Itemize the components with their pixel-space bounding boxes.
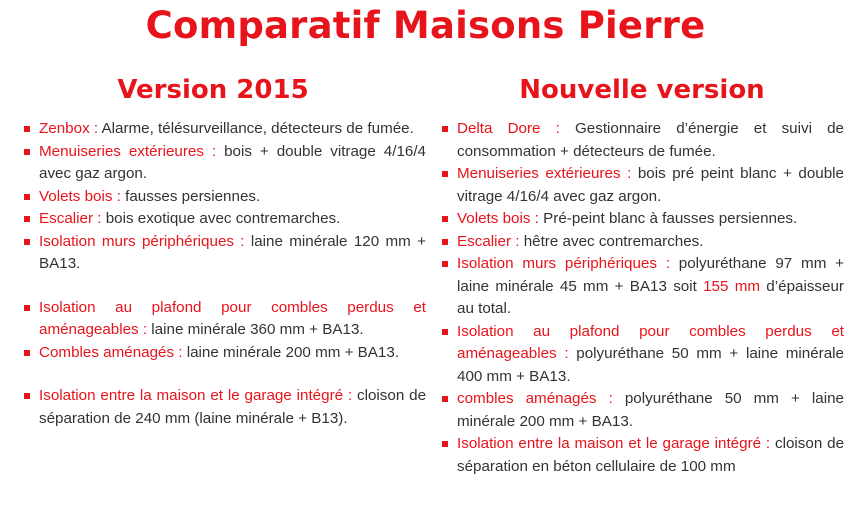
list-item — [22, 141, 426, 186]
item-text: Gestionnaire d’énergie et suivi de consommation + détecteurs de fumée. — [457, 120, 844, 160]
item-label: Menuiseries extérieures : — [457, 165, 632, 182]
item-label: Escalier : — [457, 232, 520, 250]
bullet-icon — [24, 216, 30, 222]
column-heading-left: Version 2015 — [117, 75, 309, 105]
list-item — [440, 321, 844, 389]
item-label: Isolation entre la maison et le garage intégré : — [39, 387, 353, 404]
bullet-icon — [442, 239, 448, 245]
item-label: Isolation entre la maison et le garage intégré : — [457, 435, 771, 452]
list-item — [440, 388, 844, 433]
item-label: Volets bois : — [39, 187, 121, 205]
bullet-icon — [24, 239, 30, 245]
list-item — [22, 118, 426, 141]
list-item — [440, 208, 844, 231]
item-label: Isolation au plafond pour combles perdus et aménageables : — [457, 322, 844, 362]
list-item — [22, 297, 426, 342]
item-text: laine minérale 120 mm + BA13. — [39, 232, 426, 272]
bullet-icon — [442, 171, 448, 177]
bullet-icon — [442, 441, 448, 447]
item-text: polyuréthane 50 mm + laine minérale 200 mm + BA13. — [457, 390, 844, 430]
list-item — [22, 385, 426, 430]
list-item — [22, 186, 426, 209]
column-nouvelle-version — [440, 70, 844, 478]
feature-list-right — [440, 118, 844, 478]
item-text: Pré-peint blanc à fausses persiennes. — [538, 210, 798, 227]
item-text-after: d’épaisseur au total. — [457, 277, 844, 317]
item-text: laine minérale 360 mm + BA13. — [147, 321, 364, 338]
item-label: Isolation au plafond pour combles perdus et aménageables : — [39, 298, 426, 338]
item-label: Menuiseries extérieures : — [39, 142, 217, 160]
feature-list-left — [22, 118, 426, 430]
item-text: laine minérale 200 mm + BA13. — [182, 343, 400, 361]
item-label: Zenbox : — [39, 120, 99, 137]
bullet-icon — [442, 396, 448, 402]
bullet-icon — [24, 393, 30, 399]
bullet-icon — [24, 149, 30, 155]
list-item — [440, 433, 844, 478]
item-label: Isolation murs périphériques : — [39, 232, 245, 250]
bullet-icon — [24, 126, 30, 132]
list-item — [440, 231, 844, 254]
list-item — [440, 253, 844, 321]
item-text: bois exotique avec contremarches. — [101, 210, 341, 227]
bullet-icon — [24, 194, 30, 200]
bullet-icon — [442, 329, 448, 335]
item-text: Alarme, télésurveillance, détecteurs de fumée. — [98, 120, 414, 137]
column-heading-right: Nouvelle version — [519, 75, 765, 105]
item-label: Delta Dore : — [457, 120, 560, 137]
bullet-icon — [442, 261, 448, 267]
list-item — [440, 118, 844, 163]
item-text: bois + double vitrage 4/16/4 avec gaz argon. — [39, 142, 426, 182]
list-item — [22, 208, 426, 231]
item-label: Isolation murs périphériques : — [457, 255, 670, 272]
bullet-icon — [24, 350, 30, 356]
item-highlight: 155 mm — [703, 277, 761, 295]
bullet-icon — [442, 126, 448, 132]
item-text: hêtre avec contremarches. — [519, 232, 704, 250]
item-text: cloison de séparation de 240 mm (laine minérale + B13). — [39, 387, 427, 427]
bullet-icon — [442, 216, 448, 222]
list-item — [22, 342, 426, 365]
item-text: fausses persiennes. — [120, 187, 261, 205]
bullet-icon — [24, 305, 30, 311]
list-item — [22, 231, 426, 276]
page-title: Comparatif Maisons Pierre — [145, 4, 706, 47]
item-text: cloison de séparation en béton cellulaire de 100 mm — [457, 435, 845, 475]
column-version-2015 — [22, 70, 426, 430]
item-text: polyuréthane 50 mm + laine minérale 400 mm + BA13. — [457, 345, 844, 385]
item-text: polyuréthane 97 mm + laine minérale 45 mm + BA13 soit — [457, 255, 844, 295]
item-label: Combles aménagés : — [39, 343, 183, 361]
item-text: bois pré peint blanc + double vitrage 4/16/4 avec gaz argon. — [457, 165, 844, 205]
list-item — [440, 163, 844, 208]
item-label: combles aménagés : — [457, 390, 613, 407]
item-label: Escalier : — [39, 210, 102, 227]
item-label: Volets bois : — [457, 210, 539, 227]
